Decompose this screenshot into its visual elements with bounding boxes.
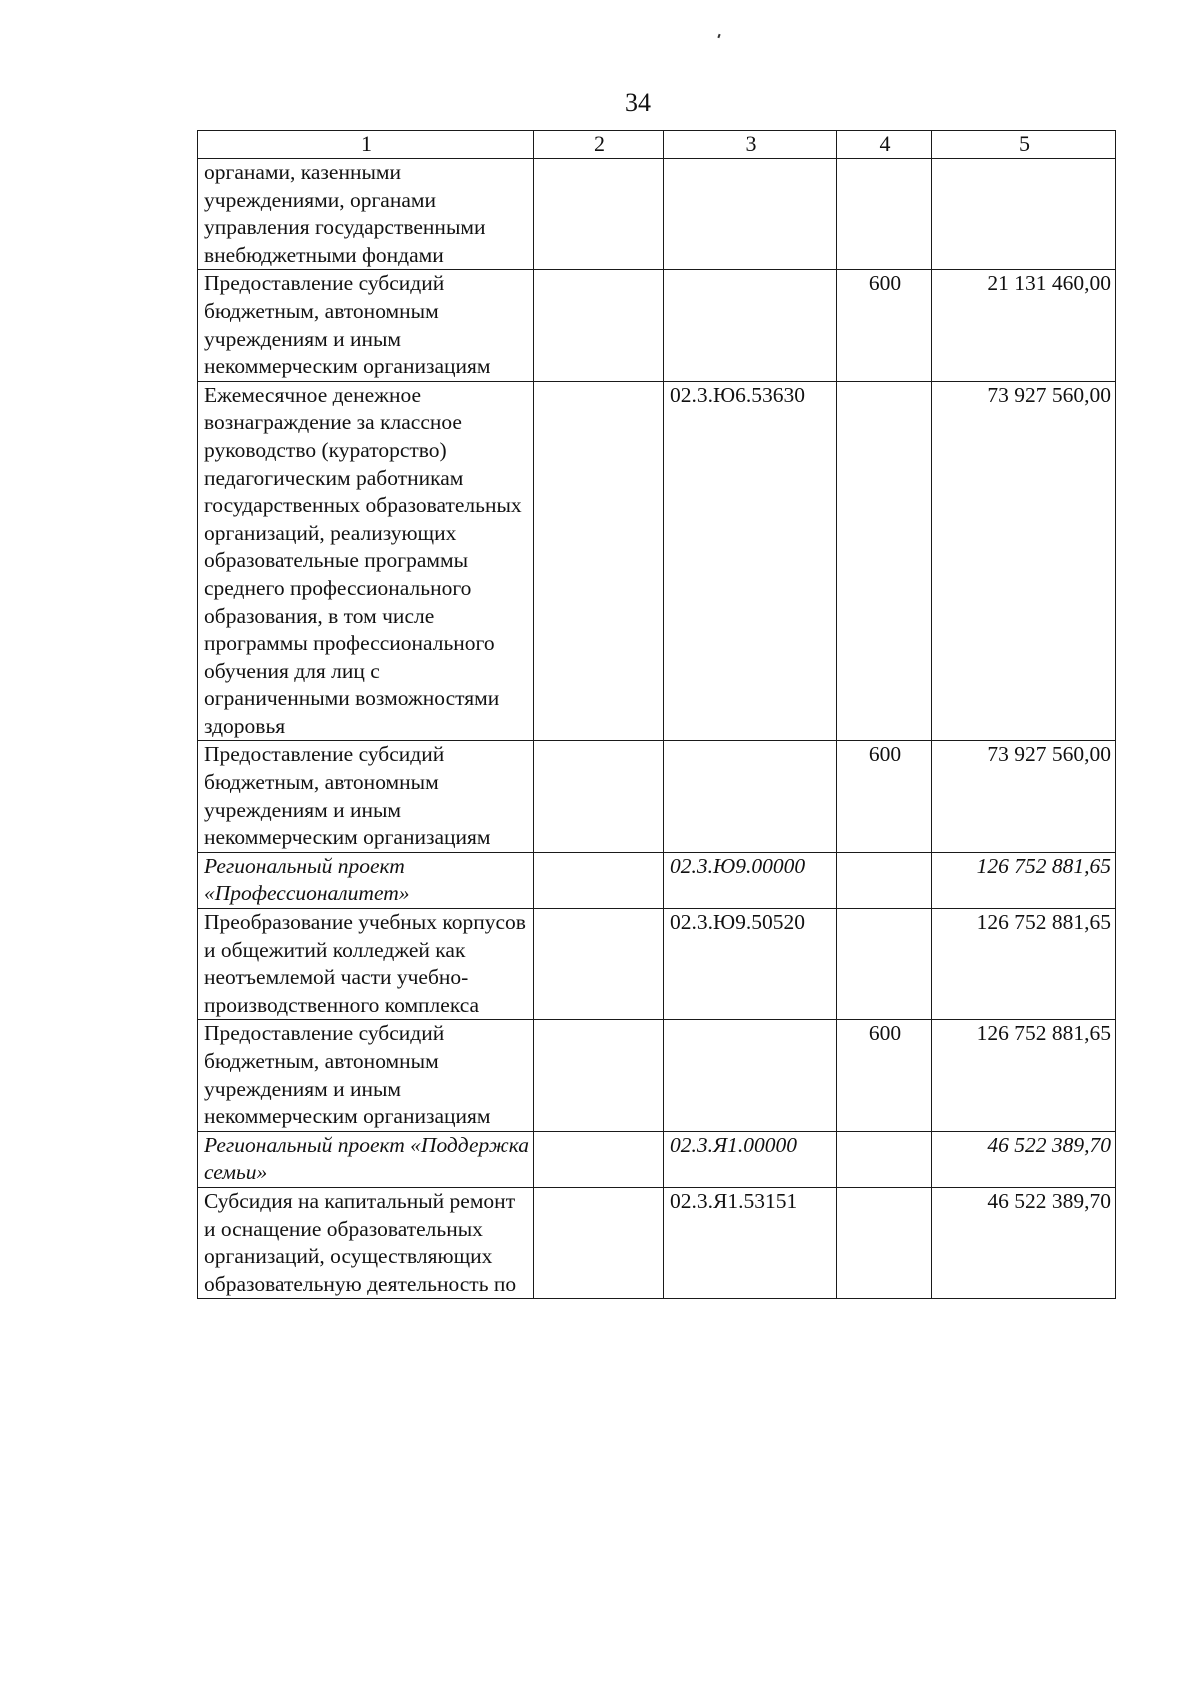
table-row	[198, 1020, 1116, 1131]
budget-table	[197, 130, 1116, 1299]
row-amount: 126 752 881,65	[932, 852, 1116, 908]
table-body	[198, 159, 1116, 1299]
row-name: Преобразование учебных корпусов и общежитий колледжей как неотъемлемой части учебно-производственного комплекса	[198, 909, 534, 1020]
column-header-2: 2	[534, 131, 664, 159]
row-code	[664, 1020, 837, 1131]
column-header-4: 4	[837, 131, 932, 159]
row-type: 600	[837, 1020, 932, 1131]
table-row	[198, 741, 1116, 852]
header-row	[198, 131, 1116, 159]
row-code	[664, 270, 837, 381]
row-col2	[534, 741, 664, 852]
table-row	[198, 381, 1116, 741]
row-code	[664, 159, 837, 270]
row-type	[837, 1131, 932, 1187]
row-type	[837, 159, 932, 270]
table-row	[198, 159, 1116, 270]
row-type: 600	[837, 741, 932, 852]
page-number: 34	[625, 88, 651, 117]
row-col2	[534, 381, 664, 741]
row-amount: 73 927 560,00	[932, 381, 1116, 741]
row-type	[837, 909, 932, 1020]
row-amount: 126 752 881,65	[932, 909, 1116, 1020]
row-name: Предоставление субсидий бюджетным, автономным учреждениям и иным некоммерческим организациям	[198, 1020, 534, 1131]
table-row	[198, 1187, 1116, 1298]
column-header-3: 3	[664, 131, 837, 159]
row-col2	[534, 270, 664, 381]
scan-speck	[717, 34, 720, 38]
row-amount: 126 752 881,65	[932, 1020, 1116, 1131]
row-type: 600	[837, 270, 932, 381]
row-amount: 46 522 389,70	[932, 1131, 1116, 1187]
row-col2	[534, 852, 664, 908]
row-name: органами, казенными учреждениями, органами управления государственными внебюджетными фондами	[198, 159, 534, 270]
column-header-1: 1	[198, 131, 534, 159]
row-col2	[534, 1131, 664, 1187]
row-type	[837, 1187, 932, 1298]
row-type	[837, 852, 932, 908]
row-code	[664, 741, 837, 852]
row-type	[837, 381, 932, 741]
row-col2	[534, 909, 664, 1020]
row-name: Региональный проект «Поддержка семьи»	[198, 1131, 534, 1187]
column-header-5: 5	[932, 131, 1116, 159]
table-header	[198, 131, 1116, 159]
row-name: Субсидия на капитальный ремонт и оснащение образовательных организаций, осуществляющих образовательную деятельность по	[198, 1187, 534, 1298]
row-col2	[534, 1187, 664, 1298]
table-row	[198, 852, 1116, 908]
row-col2	[534, 1020, 664, 1131]
row-code: 02.3.Ю6.53630	[664, 381, 837, 741]
row-code: 02.3.Ю9.50520	[664, 909, 837, 1020]
table-row	[198, 909, 1116, 1020]
row-amount: 46 522 389,70	[932, 1187, 1116, 1298]
row-code: 02.3.Ю9.00000	[664, 852, 837, 908]
row-amount: 21 131 460,00	[932, 270, 1116, 381]
row-code: 02.3.Я1.00000	[664, 1131, 837, 1187]
row-code: 02.3.Я1.53151	[664, 1187, 837, 1298]
table-row	[198, 270, 1116, 381]
row-col2	[534, 159, 664, 270]
row-name: Ежемесячное денежное вознаграждение за классное руководство (кураторство) педагогическим работникам государственных образовательных организаций, реализующих образовательные программы среднего профессионального образования, в том числе программы профессионального обучения для лиц с ограниченными возможностями здоровья	[198, 381, 534, 741]
row-name: Предоставление субсидий бюджетным, автономным учреждениям и иным некоммерческим организациям	[198, 741, 534, 852]
row-name: Предоставление субсидий бюджетным, автономным учреждениям и иным некоммерческим организациям	[198, 270, 534, 381]
table-row	[198, 1131, 1116, 1187]
row-amount	[932, 159, 1116, 270]
row-amount: 73 927 560,00	[932, 741, 1116, 852]
row-name: Региональный проект «Профессионалитет»	[198, 852, 534, 908]
